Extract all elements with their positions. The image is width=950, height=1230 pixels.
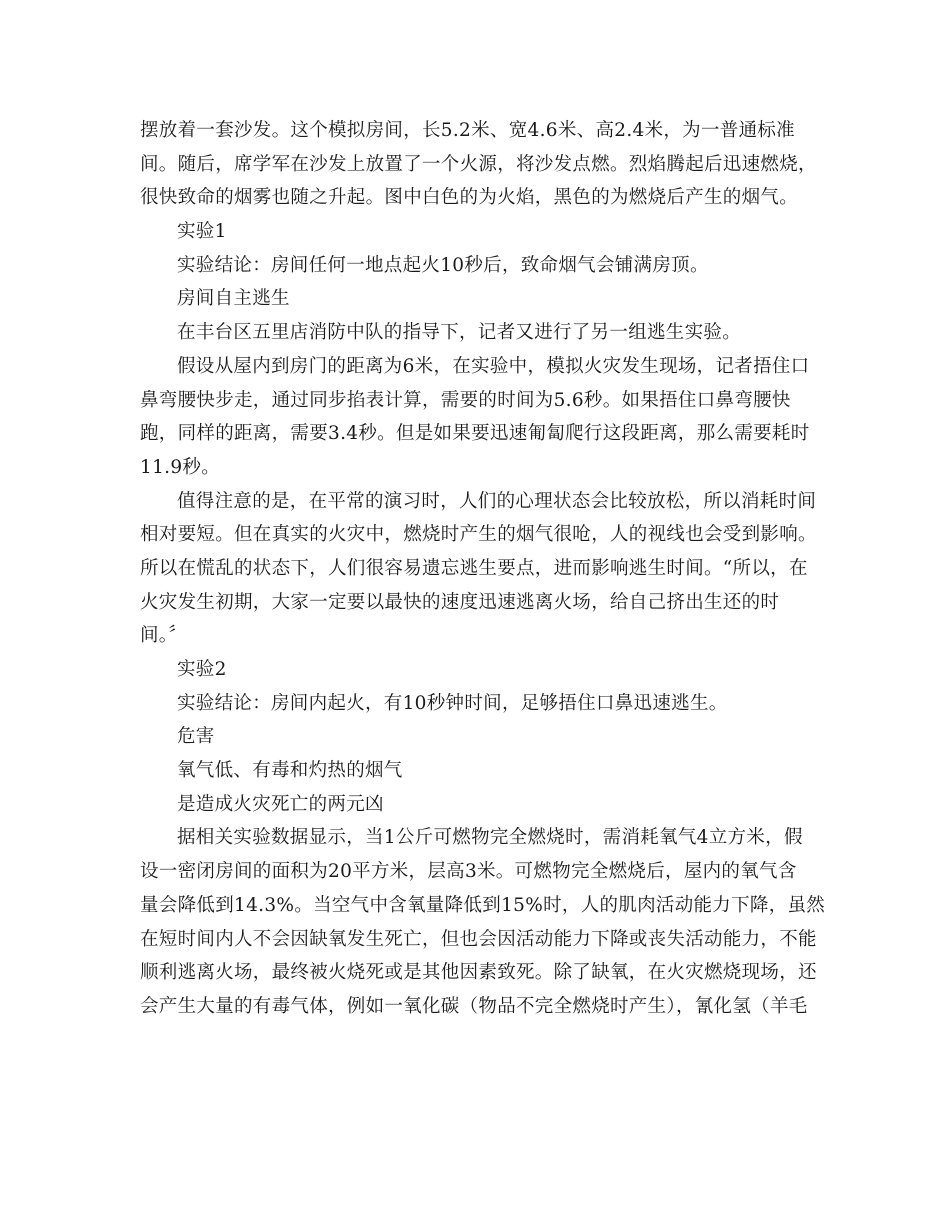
text-line: 所以在慌乱的状态下，人们很容易遗忘逃生要点，进而影响逃生时间。“所以，在 bbox=[140, 557, 808, 579]
text-line: 间。〞 bbox=[140, 625, 188, 647]
text-line: 房间自主逃生 bbox=[177, 288, 290, 310]
text-line: 危害 bbox=[177, 726, 215, 748]
text-line: 设一密闭房间的面积为20平方米，层高3米。可燃物完全燃烧后，屋内的氧气含 bbox=[140, 861, 797, 883]
text-line: 是造成火灾死亡的两元凶 bbox=[177, 793, 384, 815]
text-line: 很快致命的烟雾也随之升起。图中白色的为火焰，黑色的为燃烧后产生的烟气。 bbox=[140, 187, 799, 209]
text-line: 实验结论：房间内起火，有10秒钟时间，足够捂住口鼻迅速逃生。 bbox=[177, 692, 728, 714]
text-line: 顺利逃离火场，最终被火烧死或是其他因素致死。除了缺氧，在火灾燃烧现场，还 bbox=[140, 962, 817, 984]
text-line: 间。随后，席学军在沙发上放置了一个火源，将沙发点燃。烈焰腾起后迅速燃烧， bbox=[140, 153, 817, 175]
text-line: 会产生大量的有毒气体，例如一氧化碳（物品不完全燃烧时产生），氰化氢（羊毛 bbox=[140, 995, 808, 1017]
text-line: 相对要短。但在真实的火灾中，燃烧时产生的烟气很呛，人的视线也会受到影响。 bbox=[140, 524, 817, 546]
document-page bbox=[140, 114, 826, 1024]
text-line: 实验结论：房间任何一地点起火10秒后，致命烟气会铺满房顶。 bbox=[177, 254, 709, 276]
text-line: 据相关实验数据显示，当1公斤可燃物完全燃烧时，需消耗氧气4立方米，假 bbox=[177, 827, 803, 849]
text-line: 量会降低到14.3%。当空气中含氧量降低到15%时，人的肌肉活动能力下降，虽然 bbox=[140, 894, 826, 916]
text-line: 火灾发生初期，大家一定要以最快的速度迅速逃离火场，给自己挤出生还的时 bbox=[140, 591, 780, 613]
text-line: 11.9秒。 bbox=[140, 456, 220, 478]
text-line: 在丰台区五里店消防中队的指导下，记者又进行了另一组逃生实验。 bbox=[177, 322, 742, 344]
text-line: 值得注意的是，在平常的演习时，人们的心理状态会比较放松，所以消耗时间 bbox=[177, 490, 817, 512]
text-line: 实验1 bbox=[177, 221, 227, 243]
text-line: 实验2 bbox=[177, 659, 227, 680]
text-line: 摆放着一套沙发。这个模拟房间，长5.2米、宽4.6米、高2.4米，为一普通标准 bbox=[140, 120, 795, 141]
text-line: 在短时间内人不会因缺氧发生死亡，但也会因活动能力下降或丧失活动能力，不能 bbox=[140, 928, 817, 950]
text-line: 跑，同样的距离，需要3.4秒。但是如果要迅速匍匐爬行这段距离，那么需要耗时 bbox=[140, 423, 810, 445]
text-line: 氧气低、有毒和灼热的烟气 bbox=[177, 760, 403, 782]
text-line: 假设从屋内到房门的距离为6米，在实验中，模拟火灾发生现场，记者捂住口 bbox=[177, 355, 810, 377]
text-line: 鼻弯腰快步走，通过同步掐表计算，需要的时间为5.6秒。如果捂住口鼻弯腰快 bbox=[140, 389, 791, 411]
